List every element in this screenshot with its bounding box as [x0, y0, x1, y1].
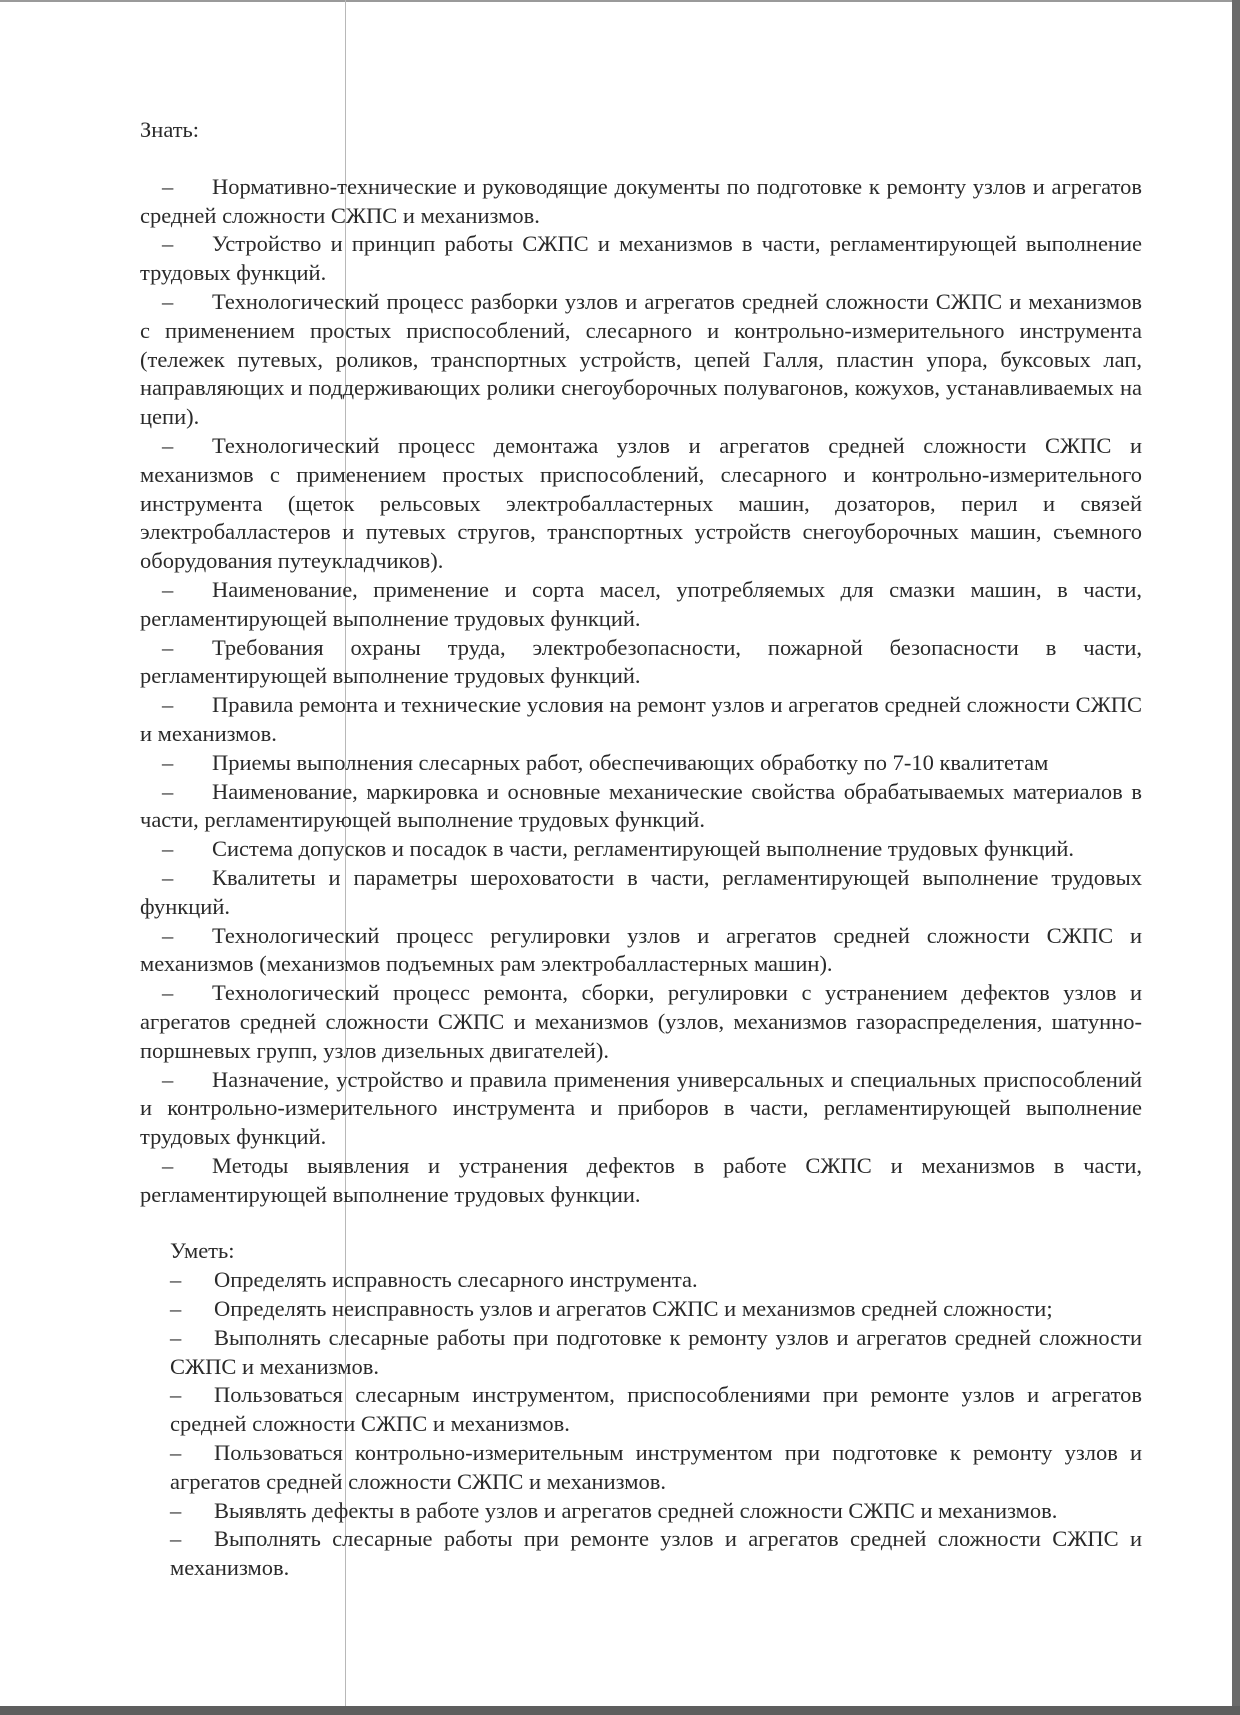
dash-bullet: –: [162, 922, 174, 948]
list-item: [140, 576, 1142, 634]
list-item-text: Определять исправность слесарного инструмента.: [214, 1267, 698, 1293]
list-item-text: Система допусков и посадок в части, регламентирующей выполнение трудовых функций.: [212, 836, 1075, 862]
list-item: [140, 691, 1142, 749]
list-item: [140, 230, 1142, 288]
dash-bullet: –: [162, 231, 174, 257]
list-item-text: Пользоваться слесарным инструментом, приспособлениями при ремонте узлов и агрегатов средней сложности СЖПС и механизмов.: [170, 1382, 1142, 1437]
list-item-text: Технологический процесс разборки узлов и агрегатов средней сложности СЖПС и механизмов с применением простых приспособлений, слесарного и контрольно-измерительного инструмента (тележек путевых, роликов, транспортных устройств, цепей Галля, пластин упора, буксовых лап, направляющих и поддерживающих ролики снегоуборочных полувагонов, кожухов, устанавливаемых на цепи).: [140, 288, 1142, 430]
list-item-text: Выполнять слесарные работы при ремонте узлов и агрегатов средней сложности СЖПС и механизмов.: [170, 1526, 1142, 1581]
list-item: [140, 922, 1142, 980]
list-item: [170, 1266, 1142, 1295]
list-item: [140, 979, 1142, 1065]
list-item: [140, 864, 1142, 922]
list-item: [170, 1497, 1142, 1526]
dash-bullet: –: [170, 1526, 182, 1552]
dash-bullet: –: [162, 836, 174, 862]
scan-right-edge: [1232, 0, 1240, 1715]
list-item-text: Методы выявления и устранения дефектов в работе СЖПС и механизмов в части, регламентирующей выполнение трудовых функции.: [140, 1152, 1142, 1207]
knowledge-list: [140, 173, 1142, 1210]
dash-bullet: –: [170, 1324, 182, 1350]
list-item-text: Выявлять дефекты в работе узлов и агрегатов средней сложности СЖПС и механизмов.: [214, 1497, 1058, 1523]
skills-section: [140, 1237, 1142, 1583]
dash-bullet: –: [162, 576, 174, 602]
list-item: [140, 749, 1142, 778]
dash-bullet: –: [162, 778, 174, 804]
list-item-text: Устройство и принцип работы СЖПС и механизмов в части, регламентирующей выполнение трудовых функций.: [140, 231, 1142, 286]
list-item: [170, 1324, 1142, 1382]
dash-bullet: –: [170, 1267, 182, 1293]
dash-bullet: –: [170, 1382, 182, 1408]
list-item: [140, 288, 1142, 432]
scan-top-edge: [0, 0, 1240, 2]
dash-bullet: –: [162, 864, 174, 890]
list-item: [140, 835, 1142, 864]
list-item-text: Квалитеты и параметры шероховатости в части, регламентирующей выполнение трудовых функций.: [140, 864, 1142, 919]
dash-bullet: –: [162, 634, 174, 660]
skills-list: [170, 1266, 1142, 1583]
dash-bullet: –: [162, 1152, 174, 1178]
list-item-text: Наименование, маркировка и основные механические свойства обрабатываемых материалов в части, регламентирующей выполнение трудовых функций.: [140, 778, 1142, 833]
dash-bullet: –: [170, 1296, 182, 1322]
list-item-text: Выполнять слесарные работы при подготовке к ремонту узлов и агрегатов средней сложности СЖПС и механизмов.: [170, 1324, 1142, 1379]
list-item: [170, 1381, 1142, 1439]
list-item-text: Правила ремонта и технические условия на ремонт узлов и агрегатов средней сложности СЖПС и механизмов.: [140, 692, 1142, 746]
document-page: [140, 116, 1142, 1583]
skills-heading: Уметь:: [170, 1238, 235, 1264]
dash-bullet: –: [170, 1440, 182, 1466]
scan-bottom-edge: [0, 1706, 1240, 1715]
dash-bullet: –: [162, 692, 174, 718]
dash-bullet: –: [162, 288, 174, 314]
list-item: [140, 1152, 1142, 1210]
list-item-text: Технологический процесс регулировки узлов и агрегатов средней сложности СЖПС и механизмов (механизмов подъемных рам электробалластерных машин).: [140, 922, 1142, 977]
list-item: [170, 1525, 1142, 1583]
list-item: [140, 634, 1142, 692]
dash-bullet: –: [162, 1066, 174, 1092]
list-item: [170, 1295, 1142, 1324]
dash-bullet: –: [162, 980, 174, 1006]
list-item-text: Назначение, устройство и правила применения универсальных и специальных приспособлений и контрольно-измерительного инструмента и приборов в части, регламентирующей выполнение трудовых функций.: [140, 1066, 1142, 1150]
dash-bullet: –: [162, 749, 174, 775]
knowledge-section: [140, 116, 1142, 1209]
dash-bullet: –: [162, 432, 174, 458]
list-item: [140, 432, 1142, 576]
list-item-text: Технологический процесс ремонта, сборки, регулировки с устранением дефектов узлов и агрегатов средней сложности СЖПС и механизмов (узлов, механизмов газораспределения, шатунно-поршневых групп, узлов дизельных двигателей).: [140, 980, 1142, 1063]
list-item-text: Наименование, применение и сорта масел, употребляемых для смазки машин, в части, регламентирующей выполнение трудовых функций.: [140, 576, 1142, 631]
list-item-text: Определять неисправность узлов и агрегатов СЖПС и механизмов средней сложности;: [214, 1296, 1053, 1322]
list-item: [140, 1066, 1142, 1152]
list-item: [140, 778, 1142, 836]
list-item: [170, 1439, 1142, 1497]
knowledge-heading: Знать:: [140, 117, 200, 142]
list-item-text: Пользоваться контрольно-измерительным инструментом при подготовке к ремонту узлов и агрегатов средней сложности СЖПС и механизмов.: [170, 1440, 1142, 1494]
dash-bullet: –: [162, 173, 174, 199]
list-item-text: Нормативно-технические и руководящие документы по подготовке к ремонту узлов и агрегатов средней сложности СЖПС и механизмов.: [140, 173, 1142, 228]
dash-bullet: –: [170, 1497, 182, 1523]
list-item-text: Технологический процесс демонтажа узлов и агрегатов средней сложности СЖПС и механизмов с применением простых приспособлений, слесарного и контрольно-измерительного инструмента (щеток рельсовых электробалластерных машин, дозаторов, перил и связей электробалластеров и путевых стругов, транспортных устройств снегоуборочных машин, съемного оборудования путеукладчиков).: [140, 432, 1142, 574]
list-item-text: Требования охраны труда, электробезопасности, пожарной безопасности в части, регламентирующей выполнение трудовых функций.: [140, 634, 1142, 689]
list-item: [140, 173, 1142, 231]
list-item-text: Приемы выполнения слесарных работ, обеспечивающих обработку по 7-10 квалитетам: [212, 749, 1049, 775]
